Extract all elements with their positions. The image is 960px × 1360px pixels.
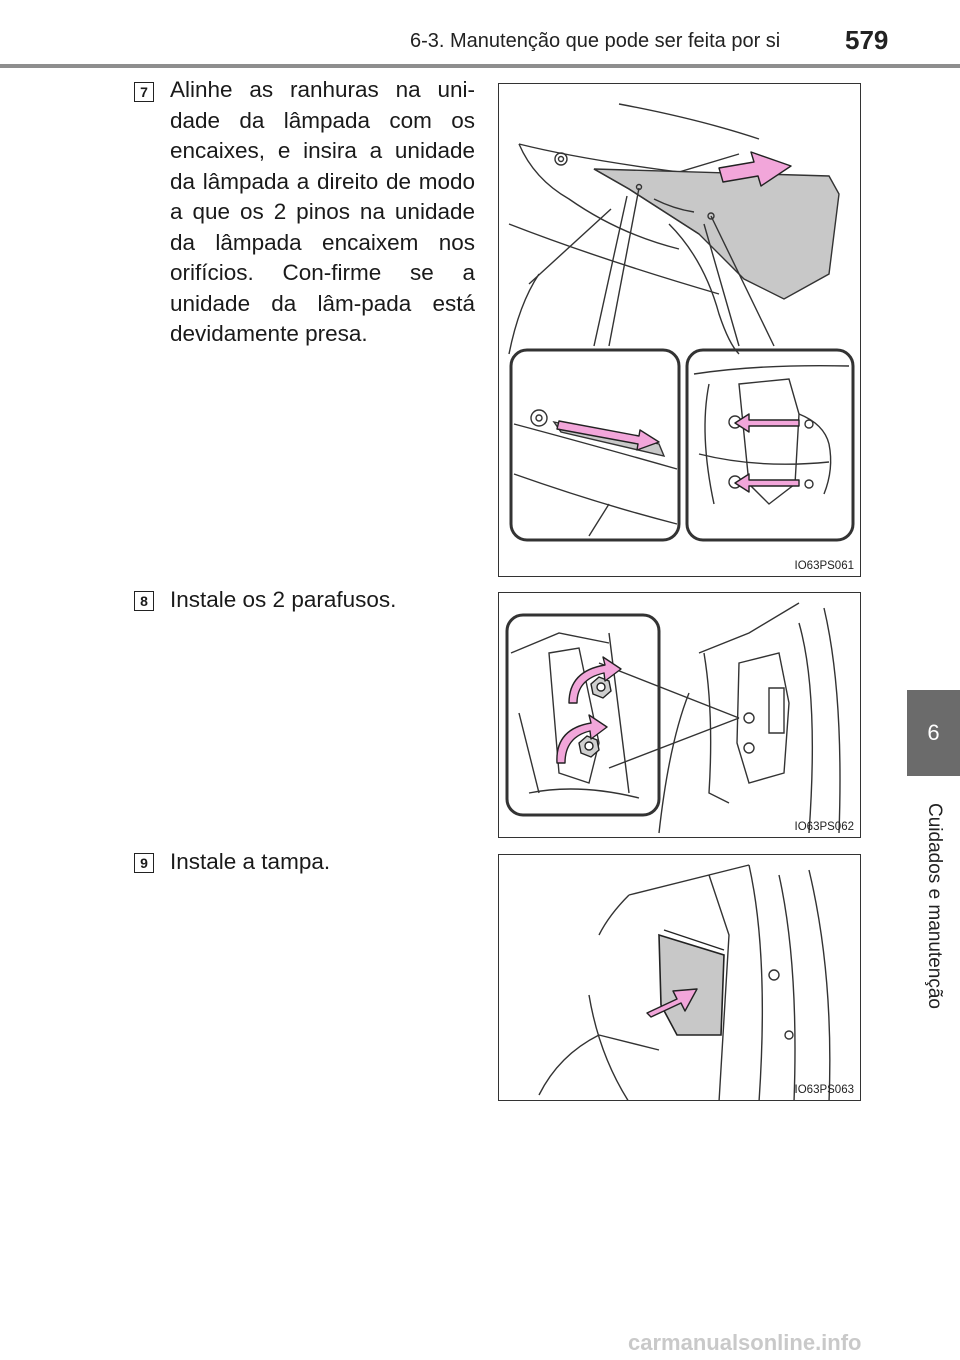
step-9-text: Instale a tampa. [170,849,331,874]
step-9-figure [498,854,861,1101]
cover-installation-illustration [499,855,861,1101]
lamp-insertion-illustration [499,84,861,577]
header-rule [0,64,960,68]
figure-code: IO63PS061 [794,560,854,572]
section-title: 6-3. Manutenção que pode ser feita por si [410,30,781,52]
step-number-9: 9 [134,853,154,873]
figure-code: IO63PS062 [794,821,854,833]
watermark: carmanualsonline.info [628,1330,862,1355]
step-7-figure [498,83,861,577]
step-8-figure [498,592,861,838]
chapter-tab-label-text: Cuidados e manutenção [923,803,945,1009]
screw-installation-illustration [499,593,861,838]
chapter-tab-label [907,776,960,1036]
step-7-text: Alinhe as ranhuras na uni-dade da lâmpada com os encaixes, e insira a unidade da lâmpada a direito de modo a que os 2 pinos na unidade da lâmpada encaixem nos orifícios. Con-firme se a unidade da lâm-pada está devidamente presa. [170,77,475,346]
chapter-tab-number[interactable]: 6 [907,690,960,776]
step-8-text: Instale os 2 parafusos. [170,587,397,612]
figure-code: IO63PS063 [794,1084,854,1096]
page-number: 579 [845,25,889,55]
step-number-8: 8 [134,591,154,611]
step-number-7: 7 [134,82,154,102]
